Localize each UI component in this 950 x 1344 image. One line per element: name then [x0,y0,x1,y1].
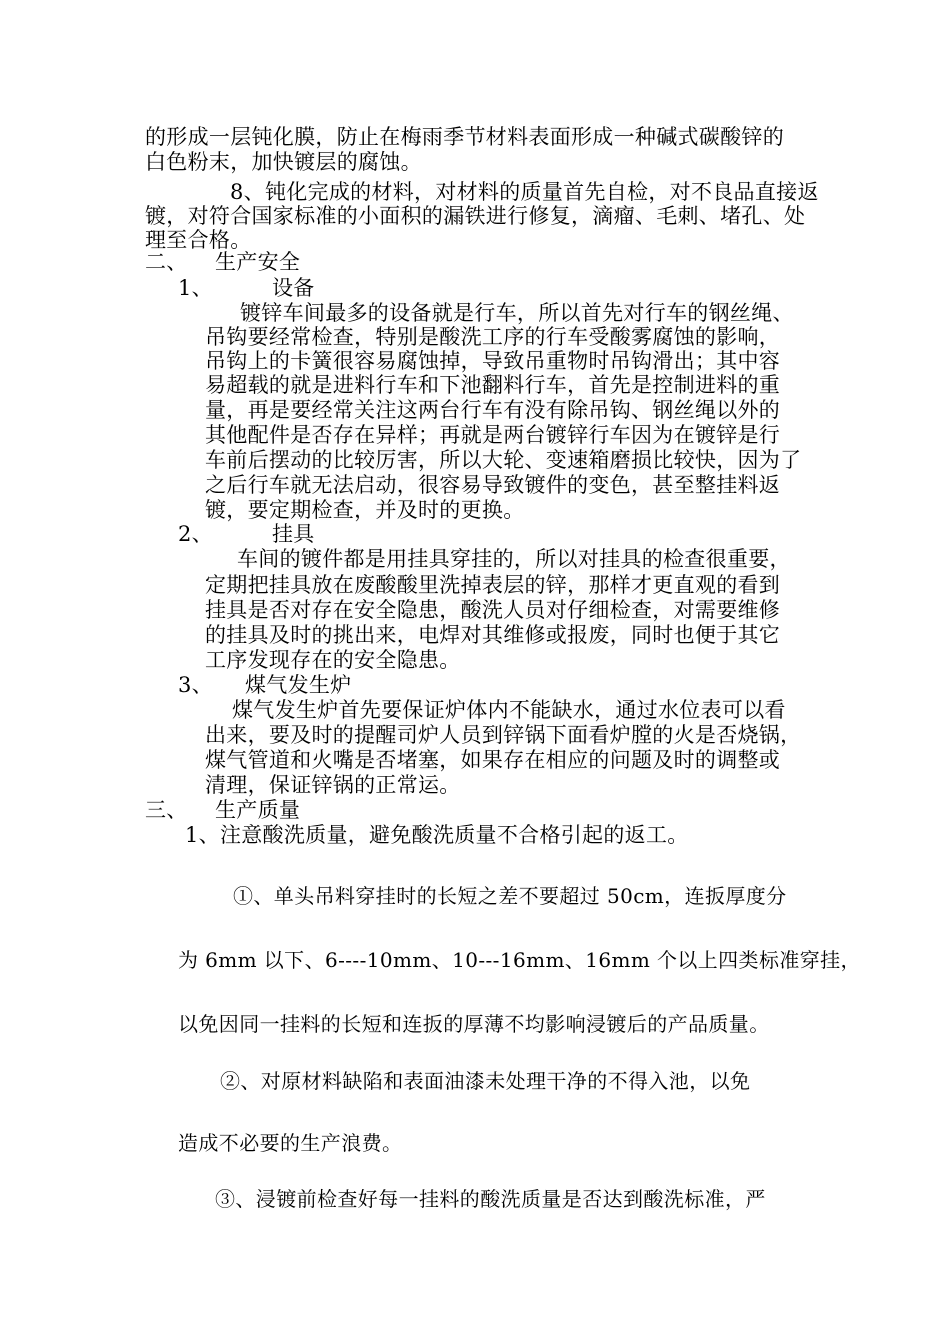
text-line: 8、钝化完成的材料，对材料的质量首先自检，对不良品直接返 [230,180,819,204]
text-line: 清理，保证锌锅的正常运。 [205,773,461,797]
text-line: 量，再是要经常关注这两台行车有没有除吊钩、钢丝绳以外的 [205,398,781,422]
text-line: 出来，要及时的提醒司炉人员到锌锅下面看炉膛的火是否烧锅， [205,723,802,747]
text-line: 其他配件是否存在异样；再就是两台镀锌行车因为在镀锌是行 [205,423,781,447]
text-line: ③、浸镀前检查好每一挂料的酸洗质量是否达到酸洗标准，严 [215,1187,766,1211]
section-heading: 生产安全 [215,250,301,274]
text-line: 为 6mm 以下、6----10mm、10---16mm、16mm 个以上四类标准穿挂， [178,948,861,972]
text-line: 挂具是否对存在安全隐患，酸洗人员对仔细检查，对需要维修 [205,598,781,622]
text-line: 理至合格。 [145,228,252,252]
subsection-number: 3、 [178,673,213,697]
section-heading: 生产质量 [215,798,301,822]
text-line: 以免因同一挂料的长短和连扳的厚薄不均影响浸镀后的产品质量。 [178,1012,770,1036]
text-line: 煤气发生炉首先要保证炉体内不能缺水，通过水位表可以看 [232,698,786,722]
text-line: 吊钩上的卡簧很容易腐蚀掉，导致吊重物时吊钩滑出；其中容 [205,349,781,373]
text-line: 镀，要定期检查，并及时的更换。 [205,498,525,522]
subsection-heading: 设备 [272,276,315,300]
subsection-number: 1、 [178,276,213,300]
text-line: 煤气管道和火嘴是否堵塞，如果存在相应的问题及时的调整或 [205,748,781,772]
text-line: ②、对原材料缺陷和表面油漆未处理干净的不得入池，以免 [220,1069,751,1093]
subsection-heading: 煤气发生炉 [245,673,352,697]
text-line: 定期把挂具放在废酸酸里洗掉表层的锌，那样才更直观的看到 [205,573,781,597]
section-number: 三、 [145,798,188,822]
text-line: 之后行车就无法启动，很容易导致镀件的变色，甚至整挂料返 [205,473,781,497]
text-line: 的挂具及时的挑出来，电焊对其维修或报废，同时也便于其它 [205,623,781,647]
text-line: 易超载的就是进料行车和下池翻料行车，首先是控制进料的重 [205,373,781,397]
text-line: 镀，对符合国家标准的小面积的漏铁进行修复，滴瘤、毛刺、堵孔、处 [145,204,806,228]
subsection-number: 2、 [178,522,213,546]
subsection-heading: 挂具 [272,522,315,546]
text-line: 车前后摆动的比较厉害，所以大轮、变速箱磨损比较快，因为了 [205,448,802,472]
text-line: 1、注意酸洗质量，避免酸洗质量不合格引起的返工。 [185,823,689,847]
text-line: 白色粉末，加快镀层的腐蚀。 [145,150,422,174]
text-line: 车间的镀件都是用挂具穿挂的，所以对挂具的检查很重要， [237,547,791,571]
text-line: 镀锌车间最多的设备就是行车，所以首先对行车的钢丝绳、 [240,301,794,325]
section-number: 二、 [145,250,188,274]
text-line: 造成不必要的生产浪费。 [178,1131,403,1155]
text-line: ①、单头吊料穿挂时的长短之差不要超过 50cm，连扳厚度分 [233,884,787,908]
text-line: 吊钩要经常检查，特别是酸洗工序的行车受酸雾腐蚀的影响， [205,325,781,349]
text-line: 工序发现存在的安全隐患。 [205,648,461,672]
text-line: 的形成一层钝化膜，防止在梅雨季节材料表面形成一种碱式碳酸锌的 [145,125,784,149]
